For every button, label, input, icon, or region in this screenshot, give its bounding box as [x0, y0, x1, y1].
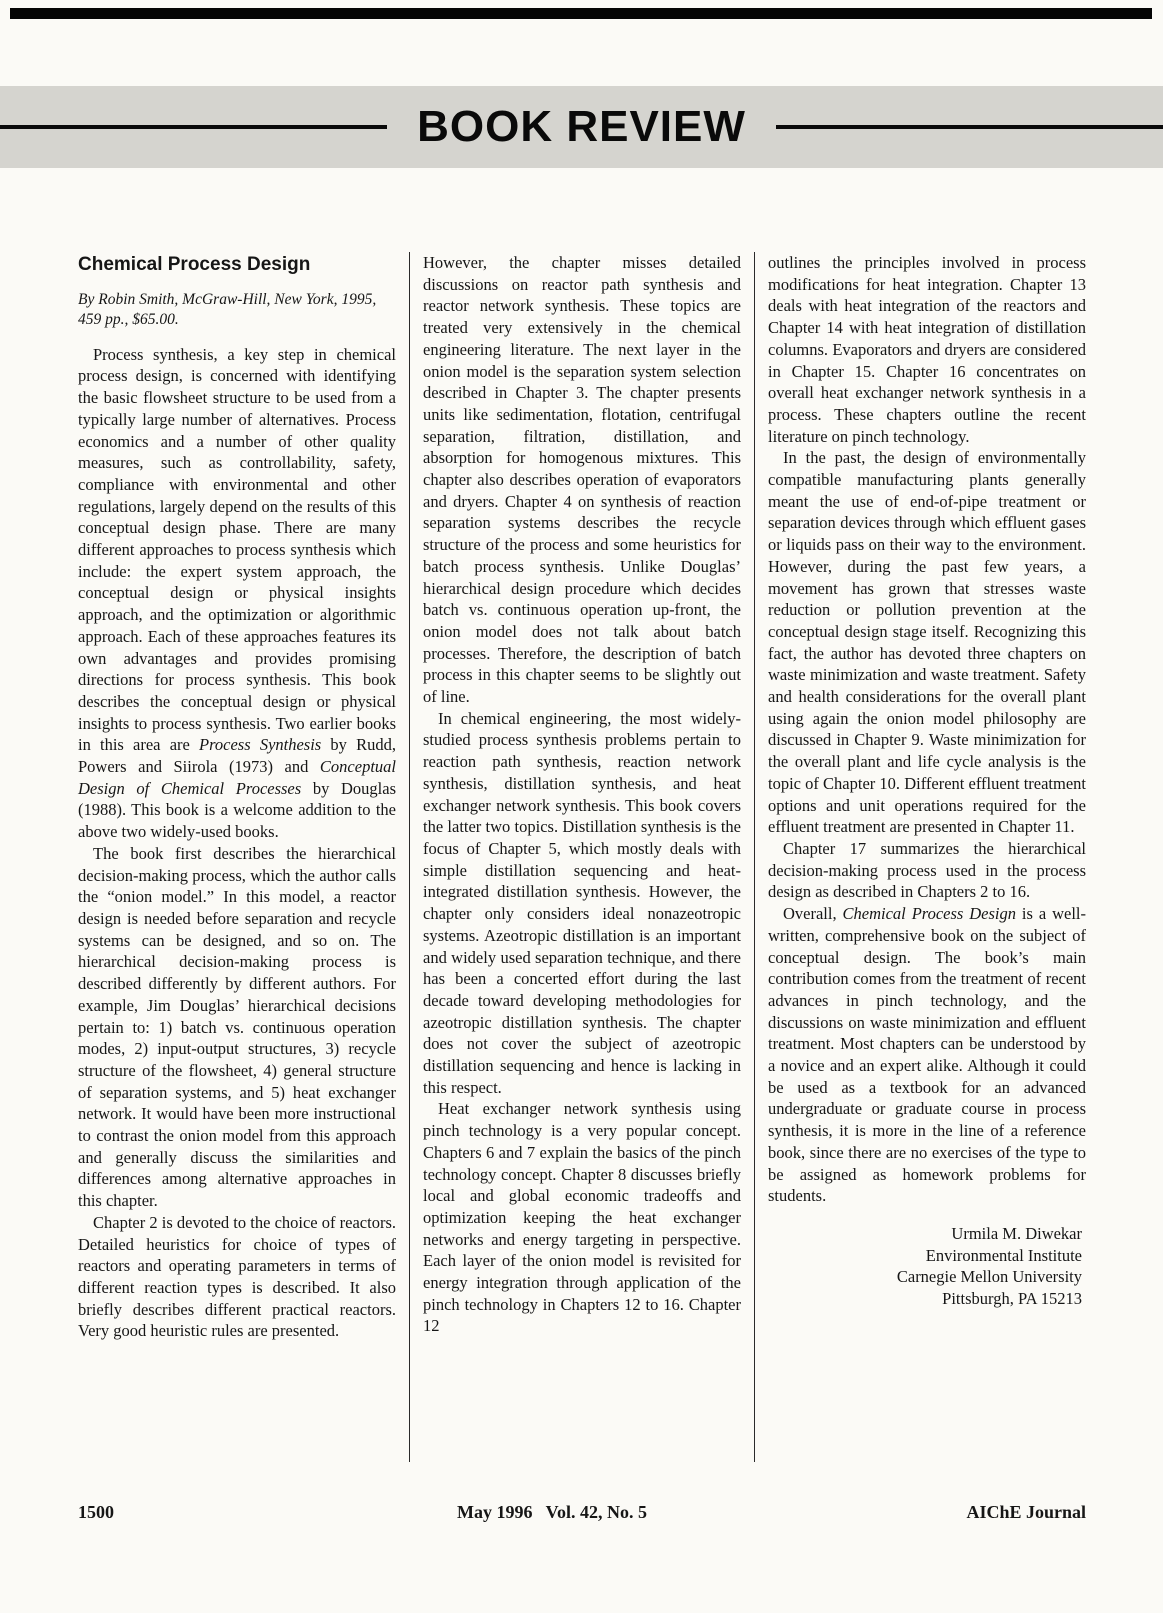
book-title-italic: Chemical Process Design — [842, 904, 1016, 924]
signature-name: Urmila M. Diwekar — [951, 1223, 1082, 1243]
column-2-paragraphs — [423, 252, 741, 1337]
paragraph: In chemical engineering, the most widely-studied process synthesis problems pertain to reaction path synthesis, reaction network synthesis, distillation synthesis, and heat exchanger network synthesis. This book covers the latter two topics. Distillation synthesis is the focus of Chapter 5, which mostly deals with simple distillation sequencing and heat-integrated distillation synthesis. However, the chapter only considers ideal nonazeotropic systems. Azeotropic distillation is an important and widely used separation technique, and there has been a concerted effort during the last decade toward developing methodologies for azeotropic distillation synthesis. The chapter does not cover the subject of azeotropic distillation sequencing and hence is lacking in this respect. — [423, 708, 741, 1097]
paragraph: Heat exchanger network synthesis using pinch technology is a very popular concept. Chapters 6 and 7 explain the basics of the pinch technology concept. Chapter 8 discusses briefly local and global economic tradeoffs and optimization keeping the heat exchanger networks and energy targeting in perspective. Each layer of the onion model is revisited for energy integration through application of the pinch technology in Chapters 12 to 16. Chapter 12 — [423, 1099, 741, 1336]
paragraph: Chapter 2 is devoted to the choice of reactors. Detailed heuristics for choice of types of reactors and operating parameters in terms of different reaction types is described. It also briefly describes different practical reactors. Very good heuristic rules are presented. — [78, 1212, 396, 1341]
column-1 — [78, 252, 409, 1462]
column-3 — [755, 252, 1086, 1462]
book-title-italic: Process Synthesis — [199, 735, 322, 755]
paragraph: Process synthesis, a key step in chemical process design, is concerned with identifying the basic flowsheet structure to be used from a typically large number of alternatives. Process economics and a number of other quality measures, such as controllability, safety, compliance with environmental and other regulations, largely depend on the results of this conceptual design phase. There are many different approaches to process synthesis which include: the expert system approach, the conceptual design or physical insights approach, and the optimization or algorithmic approach. Each of these approaches features its own advantages and provides promising directions for process synthesis. This book describes the conceptual design or physical insights to process synthesis. Two earlier books in this area are Process Synthesis by Rudd, Powers and Siirola (1973) and Conceptual Design of Chemical Processes by Douglas (1988). This book is a welcome addition to the above two widely-used books. — [78, 344, 397, 842]
issue-info: May 1996 Vol. 42, No. 5 — [456, 1502, 647, 1522]
paragraph: Overall, Chemical Process Design is a well-written, comprehensive book on the subject of conceptual design. The book’s main contribution comes from the treatment of recent advances in pinch technology, and the discussions on waste minimization and effluent treatment. Most chapters can be understood by a novice and an expert alike. Although it could be used as a textbook for an advanced undergraduate or graduate course in process synthesis, it is more in the line of a reference book, since there are no exercises of the type to be assigned as homework problems for students. — [768, 904, 1087, 1206]
journal-name: AIChE Journal — [966, 1502, 1086, 1522]
signature-location: Pittsburgh, PA 15213 — [942, 1289, 1082, 1309]
signature-affiliation: Environmental Institute — [925, 1245, 1082, 1265]
paragraph: However, the chapter misses detailed discussions on reactor path synthesis and reactor network synthesis. These topics are treated very extensively in the chemical engineering literature. The next layer in the onion model is the separation system selection described in Chapter 3. The chapter presents units like sedimentation, flotation, centrifugal separation, filtration, distillation, and absorption for homogenous mixtures. This chapter also describes operation of evaporators and dryers. Chapter 4 on synthesis of reaction separation systems describes the recycle structure of the process and some heuristics for batch process synthesis. Unlike Douglas’ hierarchical design procedure which decides batch vs. continuous operation up-front, the onion model does not talk about batch processes. Therefore, the description of batch process in this chapter seems to be slightly out of line. — [423, 253, 741, 707]
signature-block — [768, 1223, 1086, 1310]
column-2 — [409, 252, 755, 1462]
masthead-rule-right — [776, 125, 1163, 129]
review-title: Chemical Process Design — [78, 254, 311, 275]
paragraph: outlines the principles involved in process modifications for heat integration. Chapter 13 deals with heat integration of the reactors and Chapter 14 with heat integration of distillation columns. Evaporators and dryers are considered in Chapter 15. Chapter 16 concentrates on overall heat exchanger network synthesis in a process. These chapters outline the recent literature on pinch technology. — [768, 253, 1086, 446]
review-byline: By Robin Smith, McGraw-Hill, New York, 1995, 459 pp., $65.00. — [78, 290, 377, 328]
book-title-italic: Conceptual Design of Chemical Processes — [78, 757, 396, 798]
page-number: 1500 — [78, 1502, 114, 1522]
masthead-rule-left — [0, 125, 387, 129]
top-rule-bar — [10, 8, 1152, 19]
page-footer — [78, 1502, 1086, 1532]
paragraph: The book first describes the hierarchical decision-making process, which the author calls the “onion model.” In this model, a reactor design is needed before separation and recycle systems can be designed, and so on. The hierarchical decision-making process is described differently by different authors. For example, Jim Douglas’ hierarchical decisions pertain to: 1) batch vs. continuous operation modes, 2) input-output structures, 3) recycle structure of the flowsheet, 4) general structure of separation systems, and 5) heat exchanger network. It would have been more instructional to contrast the onion model from this approach and generally discuss the similarities and differences among alternative approaches in this chapter. — [78, 843, 396, 1211]
masthead-title: BOOK REVIEW — [417, 102, 746, 151]
paragraph: Chapter 17 summarizes the hierarchical decision-making process used in the process design as described in Chapters 2 to 16. — [768, 838, 1086, 902]
review-body — [78, 252, 1086, 1462]
column-1-paragraphs — [78, 344, 396, 1342]
masthead-banner — [0, 86, 1163, 168]
column-3-paragraphs — [768, 252, 1086, 1207]
paragraph: In the past, the design of environmentally compatible manufacturing plants generally meant the use of end-of-pipe treatment or separation devices through which effluent gases or liquids pass on their way to the environment. However, during the past few years, a movement has grown that stresses waste reduction or pollution prevention at the conceptual design stage itself. Recognizing this fact, the author has devoted three chapters on waste minimization and waste treatment. Safety and health considerations for the overall plant using again the onion model philosophy are discussed in Chapter 9. Waste minimization for the overall plant and life cycle analysis is the topic of Chapter 10. Different effluent treatment options and unit operations required for the effluent treatment are presented in Chapter 11. — [768, 448, 1086, 837]
signature-institution: Carnegie Mellon University — [896, 1267, 1082, 1287]
